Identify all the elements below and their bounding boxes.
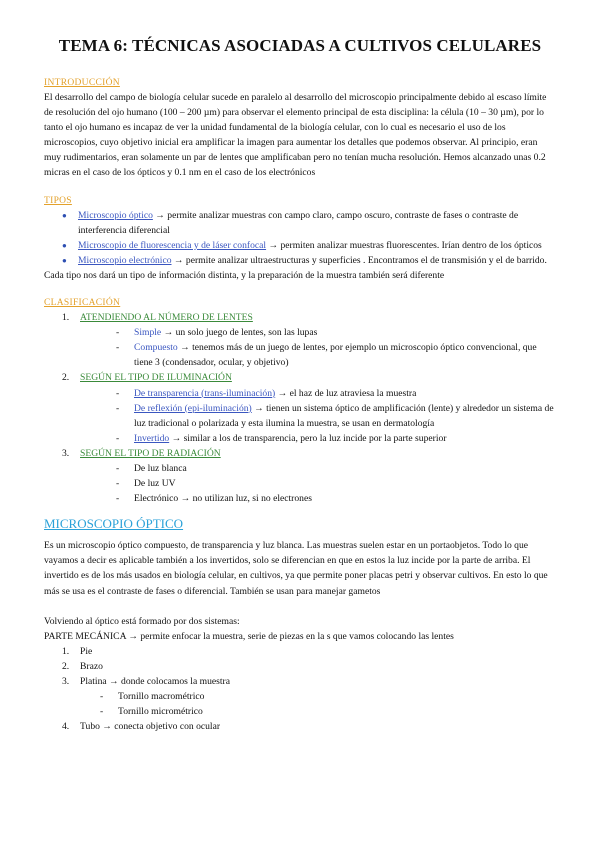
intro-heading: INTRODUCCIÓN — [44, 78, 120, 88]
list-item — [116, 461, 556, 476]
list-item — [62, 719, 556, 734]
list-item-text: → tienen un sistema óptico de amplificación (lente) y alrededor un sistema de luz tradicional o polarizada y esta ilumina la muestra, se usan en dermatología — [134, 402, 554, 429]
list-item-text: → similar a los de transparencia, pero la luz incide por la parte superior — [169, 432, 447, 444]
clasificacion-section — [44, 298, 556, 506]
group-title-lentes: ATENDIENDO AL NÚMERO DE LENTES — [80, 312, 253, 324]
list-item — [62, 253, 556, 268]
group-title-iluminacion: SEGÚN EL TIPO DE ILUMINACIÓN — [80, 372, 232, 384]
list-item-text: → permite analizar ultraestructuras y superficies . Encontramos el de transmisión y el de barrido. — [171, 254, 547, 266]
term: Simple — [134, 327, 162, 339]
list-number: 4. — [62, 721, 70, 733]
list-item-text: → tenemos más de un juego de lentes, por ejemplo un microscopio óptico convencional, que tiene 3 (condensador, ocular, y objetivo) — [134, 342, 537, 369]
sub-list — [80, 386, 556, 446]
list-item — [62, 208, 556, 238]
optico-section — [44, 516, 556, 734]
list-number: 1. — [62, 312, 70, 324]
list-item — [116, 325, 556, 340]
link-reflexion[interactable]: De reflexión (epi-iluminación) — [134, 402, 252, 414]
list-number: 2. — [62, 372, 70, 384]
list-item — [62, 370, 556, 445]
list-item-text: Pie — [80, 645, 93, 657]
group-title-radiacion: SEGÚN EL TIPO DE RADIACIÓN — [80, 447, 221, 459]
optico-mecanica: PARTE MECÁNICA → permite enfocar la muestra, serie de piezas en la s que vamos colocando las lentes — [44, 630, 454, 642]
list-item — [116, 491, 556, 506]
tipos-section — [44, 196, 556, 283]
list-item-text: De luz blanca — [134, 462, 187, 474]
list-item — [62, 674, 556, 719]
list-item — [100, 704, 556, 719]
optico-paragraph: Es un microscopio óptico compuesto, de transparencia y luz blanca. Las muestras suelen estar en un portaobjetos. Todo lo que vayamos a decir es aplicable también a los invertidos, solo se diferencian en que en estos la luz incide por la parte de arriba. El invertido es de los más usados en biología celular, en cultivos, ya que permite poner placas petri y observar cultivos. En esto lo que más se usa es el contraste de fases o diferencial. También se usan para manejar gametos — [44, 540, 548, 597]
list-item-text: → permiten analizar muestras fluorescentes. Irían dentro de los ópticos — [266, 239, 542, 251]
list-item-text: Tornillo macrométrico — [118, 691, 205, 703]
tipos-footer: Cada tipo nos dará un tipo de información distinta, y la preparación de la muestra también será diferente — [44, 269, 445, 281]
list-number: 2. — [62, 660, 70, 672]
clasificacion-heading: CLASIFICACIÓN — [44, 298, 121, 309]
list-item-text: Electrónico → no utilizan luz, si no electrones — [134, 493, 312, 505]
list-item — [62, 310, 556, 370]
list-item-text: → el haz de luz atraviesa la muestra — [275, 387, 417, 399]
list-item — [62, 238, 556, 253]
intro-paragraph: El desarrollo del campo de biología celular sucede en paralelo al desarrollo del microscopio principalmente debido al escaso límite de resolución del ojo humano (100 – 200 µm) para observar el elemento principal de esta disciplina: la célula (10 – 30 µm), por lo tanto el ojo humano es incapaz de ver la unidad fundamental de la biología celular, con lo cual es necesario el uso de los microscopios, cuyo objetivo inicial era amplificar la imagen para aumentar los detalles que podemos observar. Al principio, eran muy rudimentarios, eran solamente un par de lentes que amplificaban pero no tenían mucha resolución. Hemos alcanzado unas 0.2 micras en el caso de los ópticos y 0.1 nm en el caso de los electrónicos — [44, 92, 547, 179]
sub-list — [80, 325, 556, 370]
list-number: 3. — [62, 676, 70, 687]
link-microscopio-fluorescencia[interactable]: Microscopio de fluorescencia y de láser confocal — [78, 239, 267, 251]
list-number: 3. — [62, 447, 70, 459]
list-item-text: De luz UV — [134, 478, 176, 490]
list-item-text: Tubo → conecta objetivo con ocular — [80, 721, 221, 733]
list-item-text: → un solo juego de lentes, son las lupas — [161, 327, 318, 339]
list-item — [116, 401, 556, 431]
link-microscopio-optico[interactable]: Microscopio óptico — [78, 209, 153, 221]
sub-list — [80, 461, 556, 506]
page-title: TEMA 6: TÉCNICAS ASOCIADAS A CULTIVOS CELULARES — [58, 36, 542, 55]
list-item — [116, 340, 556, 370]
sub-list — [80, 689, 556, 719]
list-number: 1. — [62, 645, 70, 657]
list-item-text: Brazo — [80, 660, 103, 672]
link-microscopio-electronico[interactable]: Microscopio electrónico — [78, 254, 172, 266]
link-transparencia[interactable]: De transparencia (trans-iluminación) — [134, 387, 276, 399]
intro-section — [44, 78, 556, 181]
term: Compuesto — [134, 342, 178, 354]
list-item — [100, 689, 556, 704]
optico-systems: Volviendo al óptico está formado por dos sistemas: — [44, 615, 240, 627]
tipos-list — [44, 208, 556, 268]
list-item-text: → permite analizar muestras con campo claro, campo oscuro, contraste de fases o contraste de interferencia diferencial — [78, 209, 519, 236]
list-item — [62, 644, 556, 659]
list-item — [62, 659, 556, 674]
clasificacion-list — [44, 310, 556, 506]
list-item-text: Tornillo micrométrico — [118, 706, 203, 718]
list-item — [116, 431, 556, 446]
link-invertido[interactable]: Invertido — [134, 432, 170, 444]
optico-heading: MICROSCOPIO ÓPTICO — [44, 516, 184, 532]
list-item-text: Platina → donde colocamos la muestra — [80, 676, 230, 687]
list-item — [62, 446, 556, 506]
tipos-heading: TIPOS — [44, 195, 72, 206]
parts-list — [44, 644, 556, 735]
list-item — [116, 476, 556, 491]
list-item — [116, 386, 556, 401]
